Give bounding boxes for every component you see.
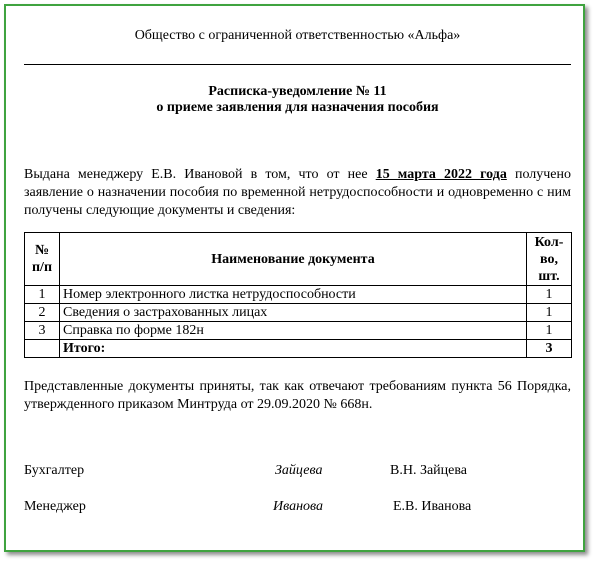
intro-text-part1: Выдана менеджеру Е.В. Ивановой в том, что от нее [24, 167, 376, 182]
table-row [25, 304, 572, 322]
organization-name: Общество с ограниченной ответственностью «Альфа» [134, 28, 461, 43]
header-divider [24, 64, 571, 65]
document-title: Расписка-уведомление № 11 [208, 84, 387, 99]
signature-name-manager: Е.В. Иванова [393, 499, 472, 514]
table-total-row [25, 340, 572, 358]
row-name: Сведения о застрахованных лицах [60, 304, 527, 322]
row-num: 3 [25, 322, 60, 340]
total-qty: 3 [527, 340, 572, 358]
signature-role-manager: Менеджер [24, 499, 86, 514]
row-num: 1 [25, 286, 60, 304]
row-name: Справка по форме 182н [60, 322, 527, 340]
row-num: 2 [25, 304, 60, 322]
header-name: Наименование документа [60, 233, 527, 286]
total-num-empty [25, 340, 60, 358]
row-qty: 1 [527, 286, 572, 304]
signature-name-accountant: В.Н. Зайцева [390, 463, 468, 478]
row-qty: 1 [527, 304, 572, 322]
table-row [25, 286, 572, 304]
row-qty: 1 [527, 322, 572, 340]
intro-date: 15 марта 2022 года [375, 167, 507, 182]
total-label: Итого: [60, 340, 527, 358]
signature-handwritten-manager: Иванова [273, 499, 324, 514]
signature-role-accountant: Бухгалтер [24, 463, 85, 478]
signature-handwritten-accountant: Зайцева [275, 463, 323, 478]
table-row [25, 322, 572, 340]
row-name: Номер электронного листка нетрудоспособности [60, 286, 527, 304]
intro-text-part2: получено заявление о назначении пособия по временной нетрудоспособности и одновременно с ним получены следующие документы и сведения: [24, 167, 571, 218]
documents-table [24, 232, 572, 358]
table-header-row [25, 233, 572, 286]
intro-paragraph [24, 166, 571, 220]
header-qty: Кол-во, шт. [527, 233, 572, 286]
document-subtitle: о приеме заявления для назначения пособия [156, 100, 439, 115]
header-num: № п/п [25, 233, 60, 286]
conclusion-paragraph: Представленные документы приняты, так как отвечают требованиям пункта 56 Порядка, утвержденного приказом Минтруда от 29.09.2020 № 668н. [24, 379, 571, 412]
